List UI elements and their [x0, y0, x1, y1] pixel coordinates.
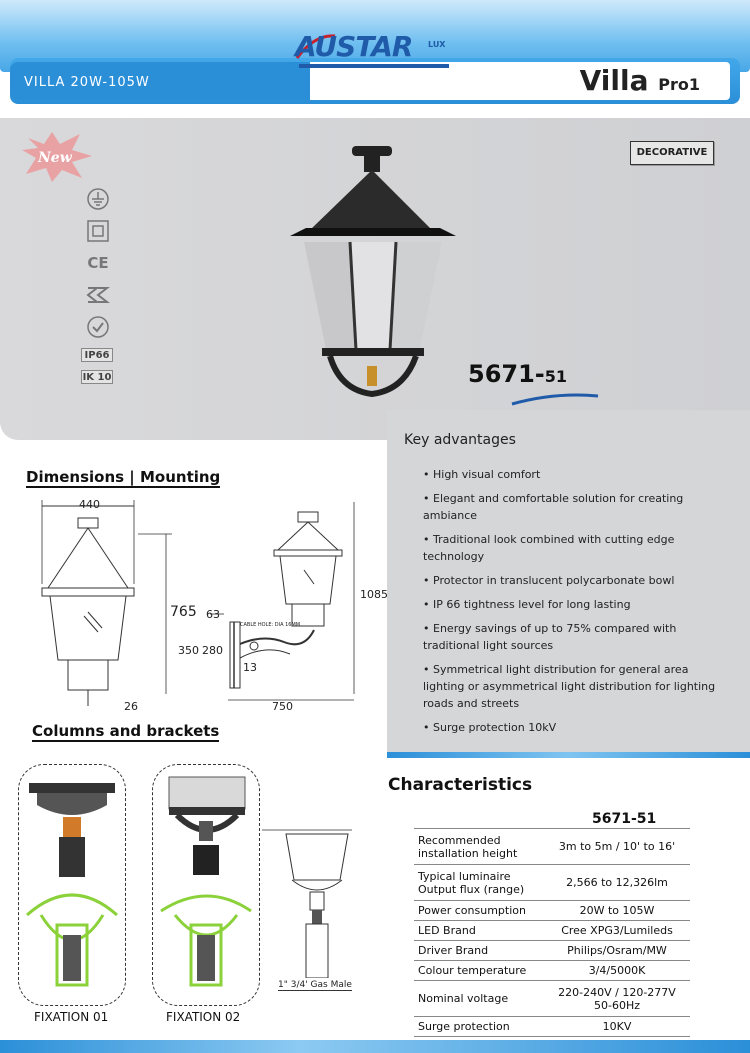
dimensions-title: Dimensions | Mounting [26, 468, 221, 486]
fixation-01-label: FIXATION 01 [34, 1010, 109, 1024]
fixation-02-drawing [153, 765, 259, 1005]
characteristics-table [414, 828, 690, 1037]
certification-column [80, 188, 116, 392]
table-row [414, 829, 690, 865]
ik10-rating: IK 10 [82, 372, 112, 383]
eac-mark-icon [84, 284, 112, 306]
dim-total-height: 1085 [360, 588, 388, 601]
footer-bar [0, 1040, 750, 1053]
new-badge-label: New [38, 150, 72, 166]
table-key: LED Brand [414, 921, 544, 941]
dim-350: 350 [178, 644, 199, 657]
list-item: • Energy savings of up to 75% compared with traditional light sources [423, 620, 723, 654]
table-key: Recommended installation height [414, 829, 544, 865]
table-row [414, 921, 690, 941]
earth-icon [84, 188, 112, 210]
dim-13: 13 [243, 661, 257, 674]
page-title-main: Villa [579, 64, 649, 97]
list-item: • Surge protection 10kV [423, 719, 723, 736]
ce-mark: CE [87, 254, 109, 272]
double-insulation-icon [84, 220, 112, 242]
table-key: Colour temperature [414, 961, 544, 981]
list-item: • High visual comfort [423, 466, 723, 483]
table-key: Surge protection [414, 1017, 544, 1037]
advantages-list [423, 466, 723, 743]
category-badge: DECORATIVE [630, 141, 714, 165]
dim-width: 440 [79, 498, 100, 511]
table-value: 220-240V / 120-277V 50-60Hz [544, 981, 690, 1017]
table-row [414, 1017, 690, 1037]
table-value: 2,566 to 12,326lm [544, 865, 690, 901]
gas-fitting-label: 1" 3/4' Gas Male [278, 980, 352, 990]
table-key: Driver Brand [414, 941, 544, 961]
gas-fitting-drawing [262, 826, 382, 978]
table-value: 10KV [544, 1017, 690, 1037]
table-value: 3/4/5000K [544, 961, 690, 981]
list-item: • Protector in translucent polycarbonate bowl [423, 572, 723, 589]
table-row [414, 865, 690, 901]
list-item: • IP 66 tightness level for long lasting [423, 596, 723, 613]
brand-sub: LUX [428, 40, 446, 49]
dim-height: 765 [170, 604, 197, 620]
table-row [414, 981, 690, 1017]
rohs-icon [84, 316, 112, 338]
table-key: Power consumption [414, 901, 544, 921]
table-value: Cree XPG3/Lumileds [544, 921, 690, 941]
dimensions-drawing [14, 494, 394, 714]
list-item: • Traditional look combined with cutting edge technology [423, 531, 723, 565]
logo-underline [299, 64, 449, 68]
table-row [414, 961, 690, 981]
dim-total-width: 750 [272, 700, 293, 713]
advantages-title: Key advantages [404, 432, 516, 448]
characteristics-model: 5671-51 [592, 811, 657, 827]
characteristics-title: Characteristics [388, 775, 533, 795]
fixation-01-drawing [19, 765, 125, 1005]
fixation-01-panel [18, 764, 126, 1006]
table-row [414, 941, 690, 961]
brand-logo [295, 30, 455, 68]
table-row [414, 901, 690, 921]
model-swoosh-icon [510, 392, 600, 406]
dim-base: 26 [124, 700, 138, 713]
page-title [580, 64, 700, 97]
fixation-02-label: FIXATION 02 [166, 1010, 241, 1024]
brand-name: AUSTAR [295, 30, 413, 63]
table-value: 3m to 5m / 10' to 16' [544, 829, 690, 865]
model-number: 5671-51 [468, 360, 568, 388]
ip66-rating: IP66 [81, 348, 113, 362]
columns-title: Columns and brackets [32, 722, 220, 740]
cable-hole-note: CABLE HOLE: DIA 16MM [240, 622, 301, 628]
header-product-range: VILLA 20W-105W [10, 62, 310, 100]
fixation-02-panel [152, 764, 260, 1006]
list-item: • Elegant and comfortable solution for creating ambiance [423, 490, 723, 524]
advantages-divider [387, 752, 750, 758]
dim-63: 63 [206, 608, 220, 621]
table-value: 20W to 105W [544, 901, 690, 921]
page-title-sub: Pro1 [658, 75, 700, 94]
list-item: • Symmetrical light distribution for general area lighting or asymmetrical light distribution for lighting roads and streets [423, 661, 723, 712]
table-key: Nominal voltage [414, 981, 544, 1017]
table-value: Philips/Osram/MW [544, 941, 690, 961]
table-key: Typical luminaire Output flux (range) [414, 865, 544, 901]
lamp-product-image [270, 140, 480, 400]
dim-280: 280 [202, 644, 223, 657]
